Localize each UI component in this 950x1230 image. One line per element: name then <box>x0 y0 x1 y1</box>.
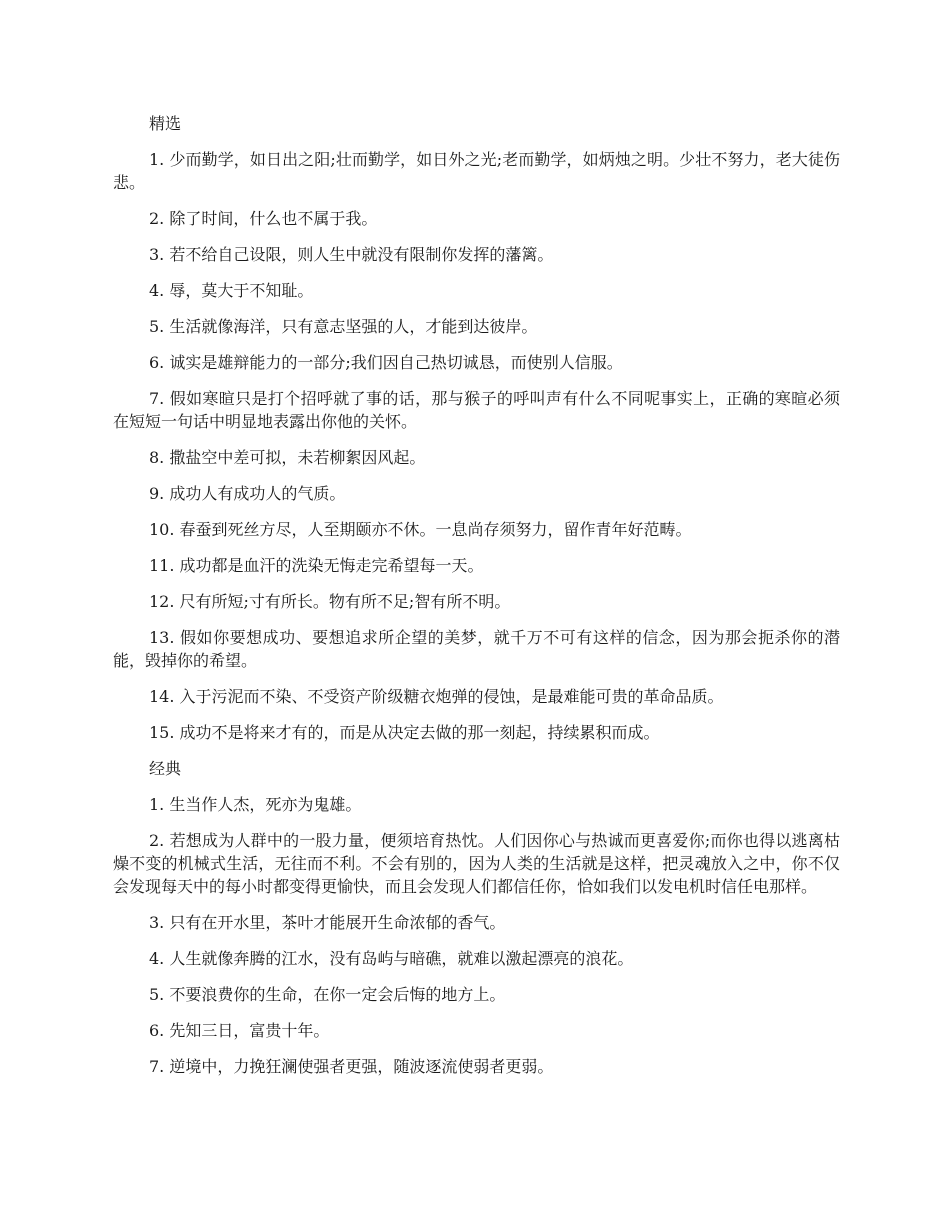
quote-item: 2. 除了时间，什么也不属于我。 <box>149 209 378 228</box>
quote-item: 14. 入于污泥而不染、不受资产阶级糖衣炮弹的侵蚀，是最难能可贵的革命品质。 <box>149 687 724 706</box>
quote-item: 3. 只有在开水里，茶叶才能展开生命浓郁的香气。 <box>149 913 506 932</box>
quote-item: 8. 撒盐空中差可拟，未若柳絮因风起。 <box>149 448 426 467</box>
quote-item: 7. 假如寒暄只是打个招呼就了事的话，那与猴子的呼叫声有什么不同呢事实上，正确的寒暄必须在短短一句话中明显地表露出你他的关怀。 <box>113 389 840 431</box>
quote-item: 4. 人生就像奔腾的江水，没有岛屿与暗礁，就难以激起漂亮的浪花。 <box>149 949 634 968</box>
section-heading-jingdian: 经典 <box>149 759 182 778</box>
quote-item: 5. 不要浪费你的生命，在你一定会后悔的地方上。 <box>149 985 506 1004</box>
quote-item: 11. 成功都是血汗的洗染无悔走完希望每一天。 <box>149 556 484 575</box>
quote-item: 13. 假如你要想成功、要想追求所企望的美梦，就千万不可有这样的信念，因为那会扼杀你的潜能，毁掉你的希望。 <box>113 628 840 670</box>
quote-item: 10. 春蚕到死丝方尽，人至期颐亦不休。一息尚存须努力，留作青年好范畴。 <box>149 520 692 539</box>
quote-item: 7. 逆境中，力挽狂澜使强者更强，随波逐流使弱者更弱。 <box>149 1057 554 1076</box>
quote-item: 6. 诚实是雄辩能力的一部分;我们因自己热切诚恳，而使别人信服。 <box>149 353 623 372</box>
quote-item: 12. 尺有所短;寸有所长。物有所不足;智有所不明。 <box>149 592 511 611</box>
quote-item: 1. 少而勤学，如日出之阳;壮而勤学，如日外之光;老而勤学，如炳烛之明。少壮不努力，老大徒伤悲。 <box>113 150 840 192</box>
section-heading-jingxuan: 精选 <box>149 114 182 133</box>
quote-item: 9. 成功人有成功人的气质。 <box>149 484 346 503</box>
quote-item: 2. 若想成为人群中的一股力量，便须培育热忱。人们因你心与热诚而更喜爱你;而你也得以逃离枯燥不变的机械式生活，无往而不利。不会有别的，因为人类的生活就是这样，把灵魂放入之中，你不仅会发现每天中的每小时都变得更愉快，而且会发现人们都信任你，恰如我们以发电机时信任电那样。 <box>113 831 840 896</box>
quote-item: 3. 若不给自己设限，则人生中就没有限制你发挥的藩篱。 <box>149 245 554 264</box>
quote-item: 4. 辱，莫大于不知耻。 <box>149 281 314 300</box>
document-body <box>113 112 840 1091</box>
quote-item: 15. 成功不是将来才有的，而是从决定去做的那一刻起，持续累积而成。 <box>149 723 660 742</box>
quote-item: 1. 生当作人杰，死亦为鬼雄。 <box>149 795 362 814</box>
quote-item: 6. 先知三日，富贵十年。 <box>149 1021 330 1040</box>
quote-item: 5. 生活就像海洋，只有意志坚强的人，才能到达彼岸。 <box>149 317 538 336</box>
